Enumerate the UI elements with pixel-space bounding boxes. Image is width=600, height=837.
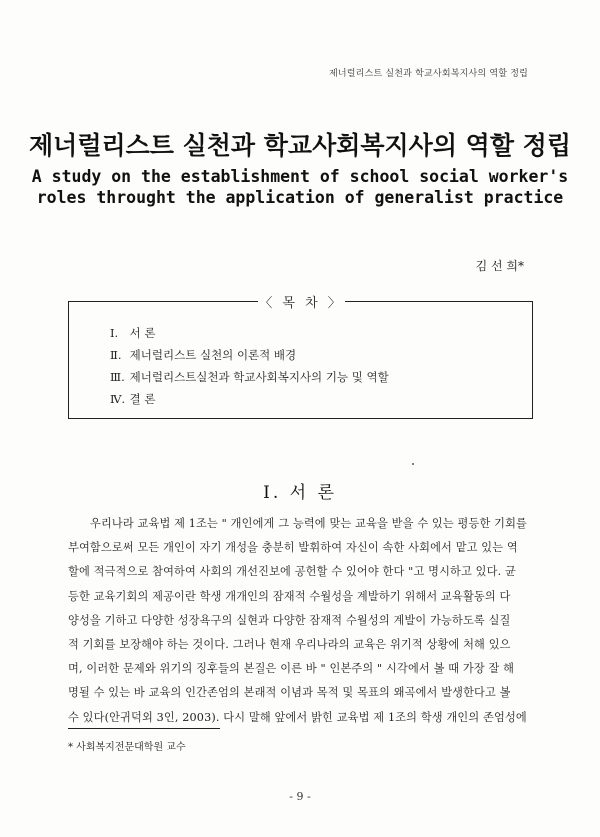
toc-heading-label: 목 차 <box>282 296 321 311</box>
toc-list <box>110 322 389 410</box>
toc-item <box>110 388 389 410</box>
body-line: 명될 수 있는 바 교육의 인간존엄의 본래적 이념과 목적 및 목표의 왜곡에서 발생한다고 볼 <box>68 686 511 700</box>
toc-item-number: Ⅱ. <box>110 348 122 362</box>
body-line: 수 있다(안귀덕외 3인, 2003). 다시 말해 앞에서 밝힌 교육법 제 1조의 학생 개인의 존엄성에 <box>68 710 527 724</box>
title-korean: 제너럴리스트 실천과 학교사회복지사의 역할 정립 <box>29 131 571 160</box>
toc-item <box>110 344 389 366</box>
toc-item-label: 제너럴리스트 실천의 이론적 배경 <box>129 348 297 362</box>
body-line: 적 기회를 보장해야 하는 것이다. 그러나 현재 우리나라의 교육은 위기적 상황에 처해 있으 <box>68 638 511 652</box>
toc-item <box>110 366 389 388</box>
running-header: 제너럴리스트 실천과 학교사회복지사의 역할 정립 <box>328 69 528 79</box>
toc-item <box>110 322 389 344</box>
body-line: 부여함으로써 모든 개인이 자기 개성을 충분히 발휘하여 자신이 속한 사회에서 맡고 있는 역 <box>68 541 518 555</box>
toc-bracket-right-icon: 〉 <box>327 296 344 311</box>
toc-item-number: Ⅳ. <box>110 392 126 406</box>
toc-item-label: 서 론 <box>129 326 156 340</box>
section-heading: Ⅰ. 서 론 <box>263 483 337 503</box>
page-number: - 9 - <box>289 790 311 803</box>
toc-item-label: 결 론 <box>129 392 156 406</box>
body-line: 양성을 기하고 다양한 성장욕구의 실현과 다양한 잠재적 수월성의 계발이 가능하도록 실질 <box>68 613 511 627</box>
toc-item-label: 제너럴리스트실천과 학교사회복지사의 기능 및 역할 <box>129 370 389 384</box>
toc-bracket-left-icon: 〈 <box>259 296 276 311</box>
title-english-line-2: roles throught the application of generalist practice <box>36 188 564 207</box>
title-english-line-1: A study on the establishment of school social worker's <box>31 167 569 186</box>
footnote-rule <box>68 728 220 729</box>
body-line: 며, 이러한 문제와 위기의 징후들의 본질은 이른 바 " 인본주의 " 시각에서 볼 때 가장 잘 해 <box>68 662 515 676</box>
body-paragraph <box>68 512 533 730</box>
body-line: 할에 적극적으로 참여하여 사회의 개선진보에 공헌할 수 있어야 한다 "고 명시하고 있다. 균 <box>68 565 516 579</box>
scan-speck <box>412 463 414 465</box>
body-line: 등한 교육기회의 제공이란 학생 개개인의 잠재적 수월성을 계발하기 위해서 교육활동의 다 <box>68 589 511 603</box>
toc-item-number: Ⅲ. <box>110 370 125 384</box>
toc-item-number: Ⅰ. <box>110 326 119 340</box>
footnote: * 사회복지전문대학원 교수 <box>68 742 186 753</box>
title-english <box>0 166 600 208</box>
body-line: 우리나라 교육법 제 1조는 " 개인에게 그 능력에 맞는 교육을 받을 수 있는 평등한 기회를 <box>90 517 527 530</box>
author-name: 김 선 희* <box>475 259 524 273</box>
